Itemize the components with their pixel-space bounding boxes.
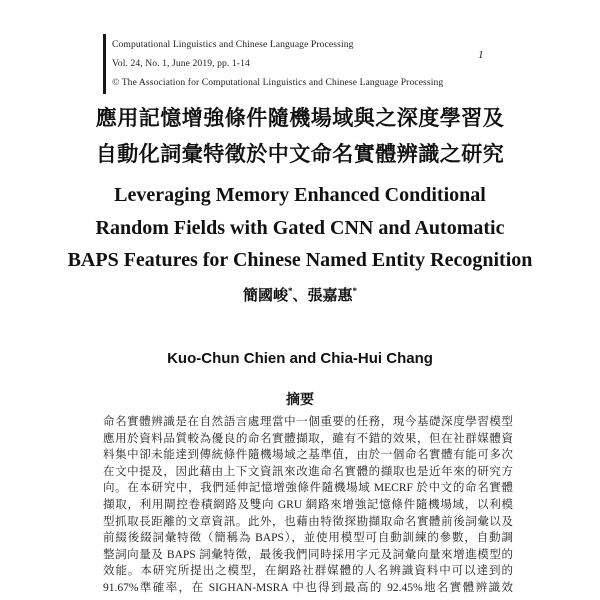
journal-copyright: © The Association for Computational Linguistics and Chinese Language Processing — [112, 77, 444, 88]
abstract-line: 91.67%準確率，在 SIGHAN-MSRA 中也得到最高的 92.45%地名實體辨識效 — [103, 581, 513, 594]
abstract-line: 向。在本研究中，我們延伸記憶增強條件隨機場域 MECRF 於中文的命名實體 — [103, 482, 513, 495]
page-number: 1 — [478, 49, 484, 61]
abstract-line: 命名實體辨識是在自然語言處理當中一個重要的任務，現今基礎深度學習模型 — [103, 416, 513, 428]
abstract-line: 型抓取長距離的文章資訊。此外，也藉由特徵探勘擷取命名實體前後詞彙以及 — [103, 515, 513, 528]
abstract-body — [103, 414, 513, 597]
author-zh-2: 張嘉惠 — [307, 288, 353, 304]
abstract-line: 應用於資料品質較為優良的命名實體擷取，雖有不錯的效果，但在社群媒體資 — [103, 432, 513, 445]
abstract-line: 擷取，利用閘控卷積網路及雙向 GRU 網路來增強記憶條件隨機場域，以利模 — [103, 498, 513, 511]
journal-volume-info: Vol. 24, No. 1, June 2019, pp. 1-14 — [112, 58, 250, 69]
author-affiliation-mark: * — [352, 286, 358, 296]
authors-chinese — [0, 284, 600, 308]
paper-title-english-line2: Random Fields with Gated CNN and Automatic — [95, 216, 505, 239]
paper-title-chinese-line2: 自動化詞彙特徵於中文命名實體辨識之研究 — [95, 142, 505, 166]
abstract-line: 料集中卻未能達到傳統條件隨機場域之基準值，由於一個命名實體有能可多次 — [103, 449, 513, 462]
author-affiliation-mark: * — [287, 286, 293, 296]
abstract-heading: 摘要 — [286, 393, 314, 408]
paper-title-chinese-line1: 應用記憶增強條件隨機場域與之深度學習及 — [95, 106, 505, 130]
abstract-line: 前綴後綴詞彙特徵（簡稱為 BAPS），並使用模型可自動訓練的參數，自動調 — [103, 532, 513, 545]
paper-title-english-line1: Leveraging Memory Enhanced Conditional — [114, 184, 486, 206]
paper-title-english-line3: BAPS Features for Chinese Named Entity Recognition — [67, 249, 533, 271]
abstract-line: 整詞向量及 BAPS 詞彙特徵，最後我們同時採用字元及詞彙向量來增進模型的 — [103, 548, 513, 561]
journal-header — [103, 34, 504, 94]
author-separator: 、 — [292, 288, 308, 304]
paper-title-chinese — [0, 100, 600, 172]
author-zh-1: 簡國峻 — [242, 288, 288, 304]
paper-title-english — [0, 179, 600, 277]
abstract-line: 效能。本研究所提出之模型，在網路社群媒體的人名辨識資料中可以達到的 — [103, 565, 513, 578]
journal-name: Computational Linguistics and Chinese Language Processing — [112, 39, 354, 50]
authors-english: Kuo-Chun Chien and Chia-Hui Chang — [167, 350, 433, 367]
abstract-line: 在文中提及，因此藉由上下文資訊來改進命名實體的擷取也是近年來的研究方 — [103, 465, 513, 478]
